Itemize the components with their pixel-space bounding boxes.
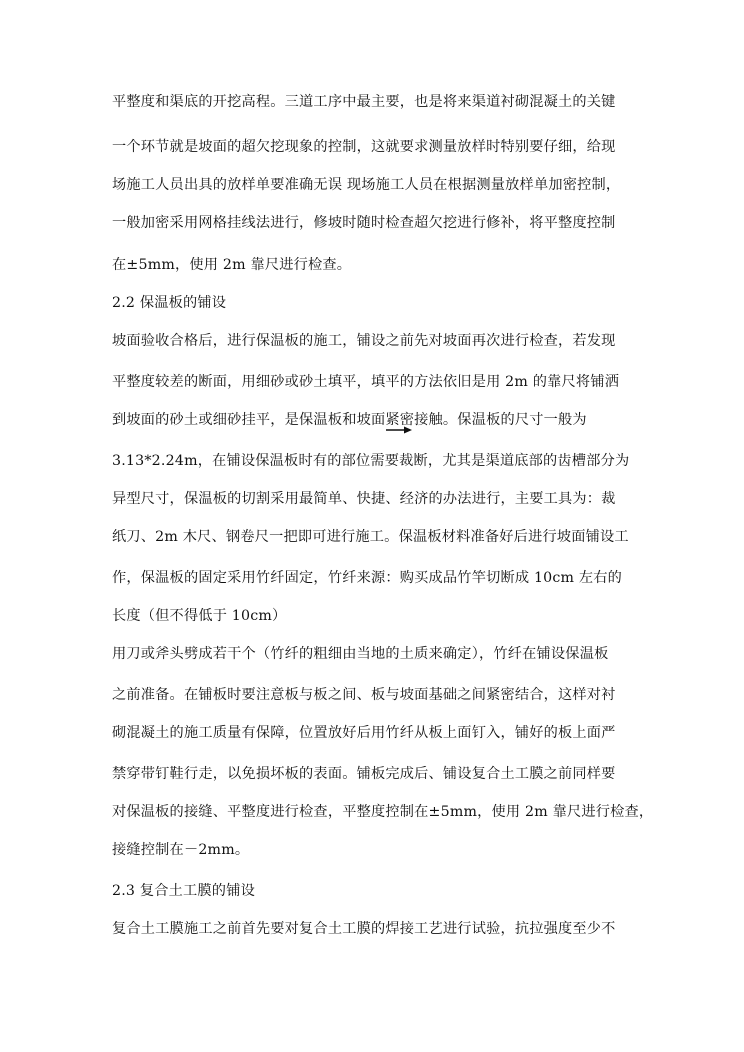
section-heading: 2.2 保温板的铺设: [112, 295, 227, 311]
body-text-line: 平整度和渠底的开挖高程。三道工序中最主要，也是将来渠道衬砌混凝土的关键: [112, 94, 616, 110]
body-text-line: 一个环节就是坡面的超欠挖现象的控制，这就要求测量放样时特别要仔细，给现: [112, 139, 616, 155]
body-text-line: 对保温板的接缝、平整度进行检查，平整度控制在±5mm，使用 2m 靠尺进行检查，: [112, 804, 654, 820]
body-text-line: 禁穿带钉鞋行走，以免损坏板的表面。铺板完成后、铺设复合土工膜之前同样要: [112, 766, 616, 782]
body-text-line: 砌混凝土的施工质量有保障，位置放好后用竹纤从板上面钉入，铺好的板上面严: [112, 725, 616, 741]
body-text-line: 坡面验收合格后，进行保温板的施工，铺设之前先对坡面再次进行检查，若发现: [112, 333, 616, 349]
body-text-line: 异型尺寸，保温板的切割采用最简单、快捷、经济的办法进行，主要工具为：裁: [112, 491, 616, 507]
body-text-line: 在±5mm，使用 2m 靠尺进行检查。: [112, 257, 352, 273]
body-text-line: 接缝控制在－2mm。: [112, 842, 250, 858]
body-text-line: 纸刀、2m 木尺、钢卷尺一把即可进行施工。保温板材料准备好后进行坡面铺设工: [112, 529, 629, 545]
body-text-line: 作，保温板的固定采用竹纤固定，竹纤来源：购买成品竹竿切断成 10cm 左右的: [112, 570, 623, 586]
body-text-line: 3.13*2.24m，在铺设保温板时有的部位需要裁断，尤其是渠道底部的齿槽部分为: [112, 453, 630, 469]
body-text-line: 长度（但不得低于 10cm）: [112, 608, 287, 624]
body-text-line: 用刀或斧头劈成若干个（竹纤的粗细由当地的土质来确定），竹纤在铺设保温板: [112, 646, 609, 662]
body-text-line: 场施工人员出具的放样单要准确无误 现场施工人员在根据测量放样单加密控制，: [112, 177, 621, 193]
section-heading: 2.3 复合土工膜的铺设: [112, 883, 255, 899]
body-text-line: 复合土工膜施工之前首先要对复合土工膜的焊接工艺进行试验，抗拉强度至少不: [112, 921, 616, 937]
body-text-line: 之前准备。在铺板时要注意板与板之间、板与坡面基础之间紧密结合，这样对衬: [112, 687, 616, 703]
body-text-line: 平整度较差的断面，用细砂或砂土填平，填平的方法依旧是用 2m 的靠尺将铺洒: [112, 374, 620, 390]
body-text-line: 一般加密采用网格挂线法进行，修坡时随时检查超欠挖进行修补，将平整度控制: [112, 215, 616, 231]
arrow-right-icon: [386, 426, 412, 434]
body-text-line: 到坡面的砂土或细砂挂平，是保温板和坡面紧密接触。保温板的尺寸一般为: [112, 412, 587, 428]
